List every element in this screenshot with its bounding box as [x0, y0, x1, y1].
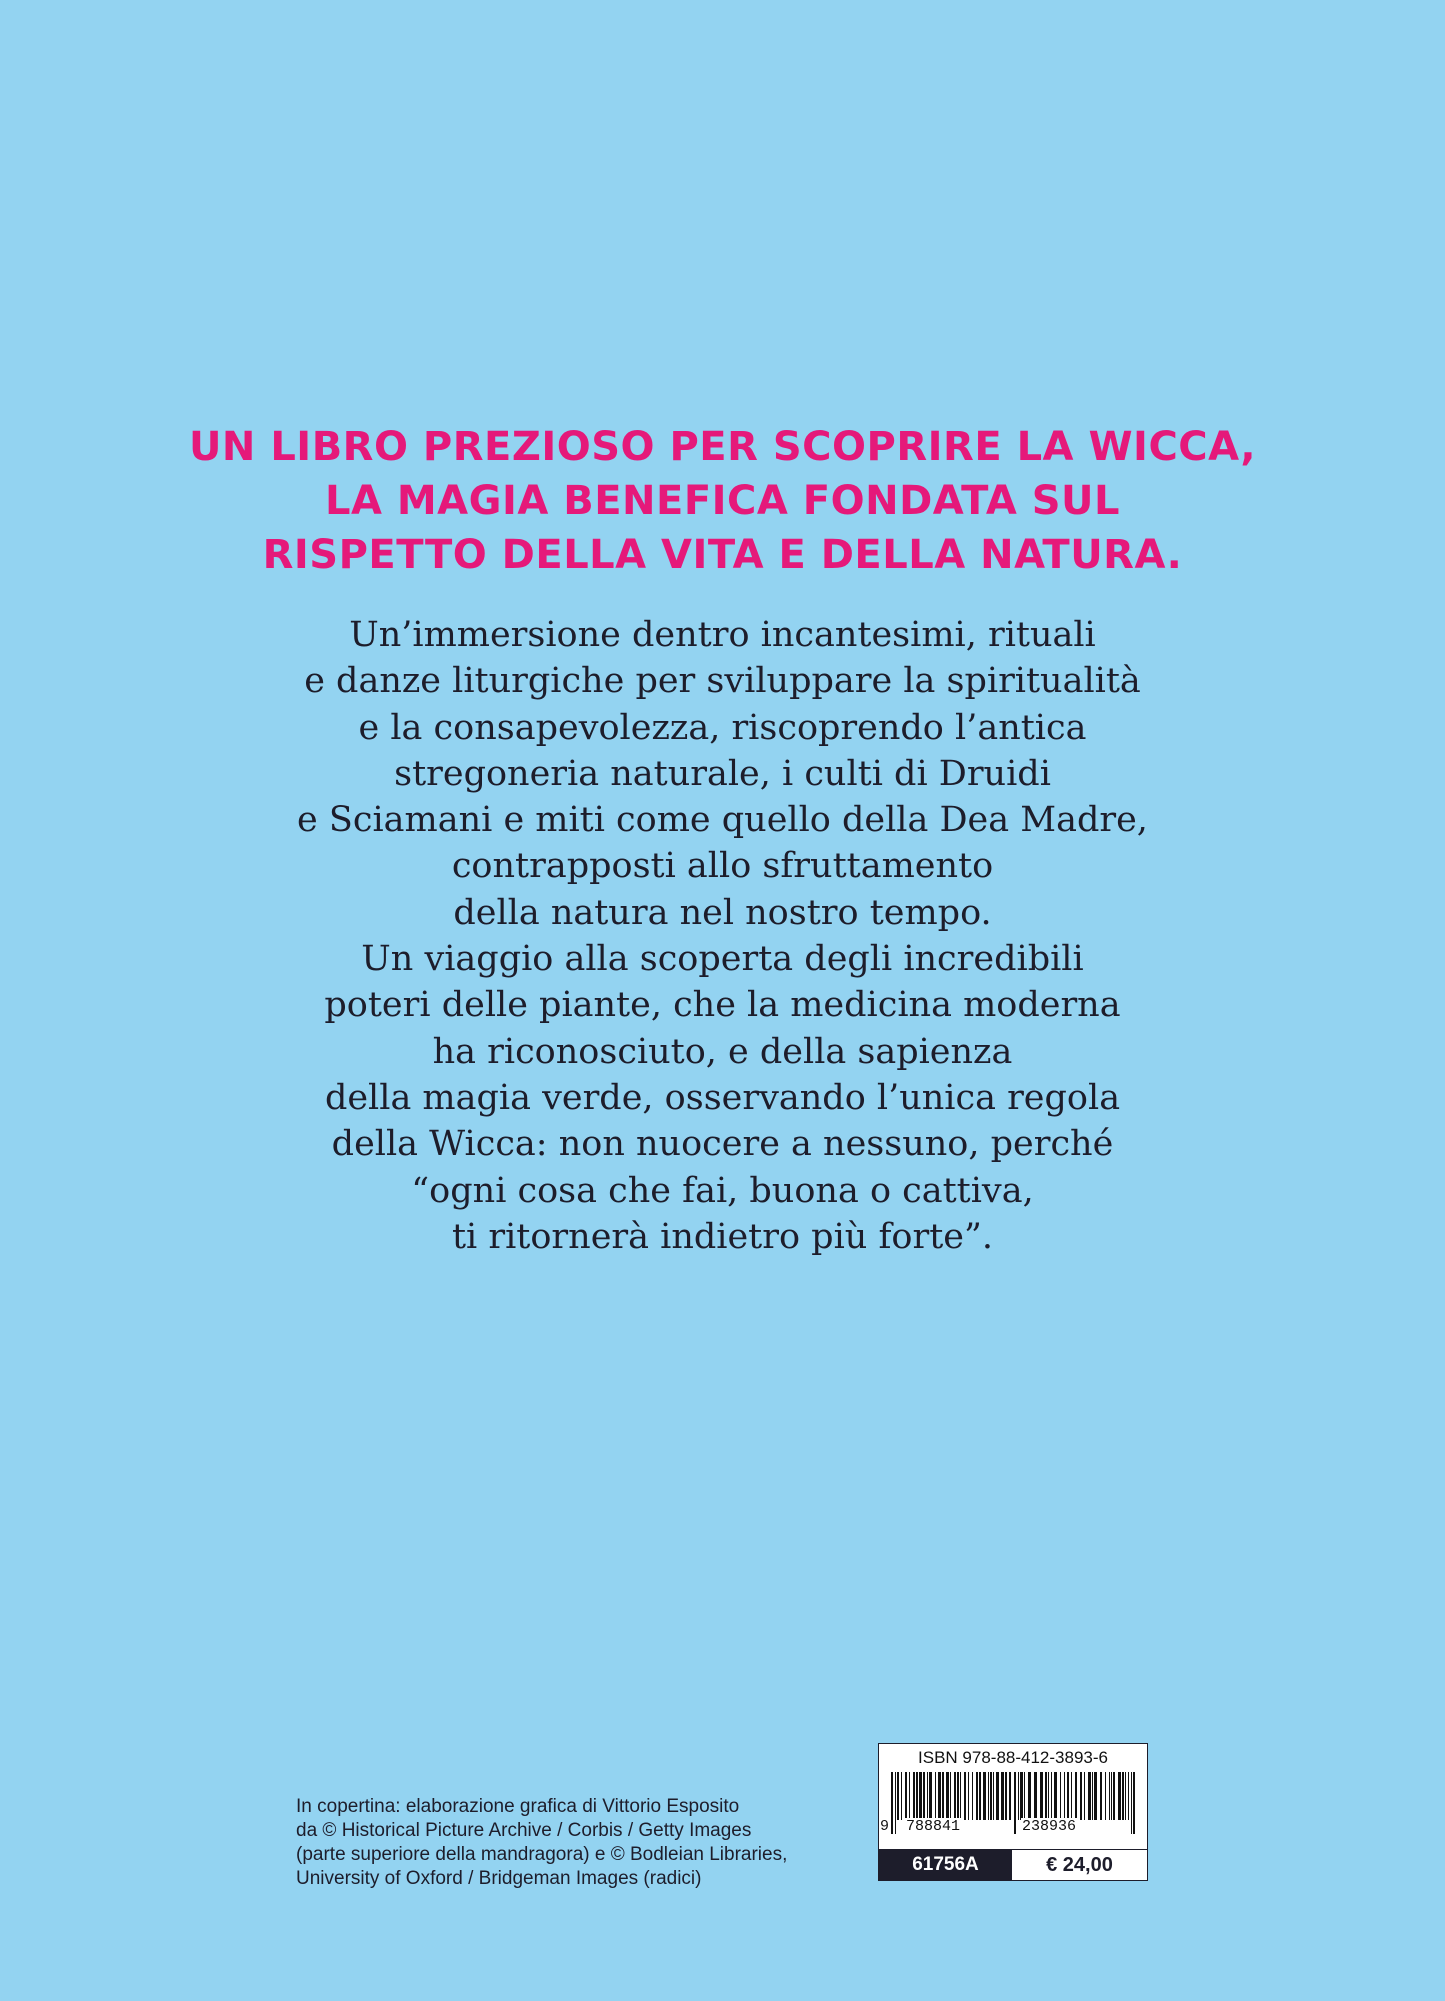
barcode-digits-right: 238936 — [1022, 1818, 1077, 1835]
barcode-box — [878, 1743, 1148, 1881]
credit-line: In copertina: elaborazione grafica di Vittorio Esposito — [296, 1796, 740, 1817]
price: € 24,00 — [1046, 1853, 1113, 1876]
cover-credits — [296, 1795, 787, 1891]
blurb-line: poteri delle piante, che la medicina moderna — [324, 985, 1121, 1026]
blurb-line: ha riconosciuto, e della sapienza — [432, 1031, 1013, 1072]
blurb-line: ti ritornerà indietro più forte”. — [451, 1216, 993, 1257]
tagline-line: RISPETTO DELLA VITA E DELLA NATURA. — [262, 532, 1183, 578]
blurb — [0, 612, 1445, 1260]
credit-line: University of Oxford / Bridgeman Images (radici) — [296, 1868, 702, 1889]
blurb-line: Un’immersione dentro incantesimi, rituali — [349, 615, 1096, 655]
blurb-line: Un viaggio alla scoperta degli incredibili — [361, 939, 1084, 980]
blurb-line: della magia verde, osservando l’unica regola — [324, 1077, 1121, 1118]
tagline-line: UN LIBRO PREZIOSO PER SCOPRIRE LA WICCA, — [188, 424, 1257, 470]
barcode-digits-left: 788841 — [906, 1818, 961, 1835]
tagline — [0, 420, 1445, 582]
barcode-digit-first: 9 — [880, 1818, 890, 1835]
blurb-line: “ogni cosa che fai, buona o cattiva, — [411, 1170, 1034, 1211]
credit-line: (parte superiore della mandragora) e © Bodleian Libraries, — [296, 1844, 788, 1865]
credit-line: da © Historical Picture Archive / Corbis / Getty Images — [296, 1820, 752, 1841]
tagline-line: LA MAGIA BENEFICA FONDATA SUL — [325, 478, 1120, 524]
blurb-line: stregoneria naturale, i culti di Druidi — [394, 753, 1051, 794]
blurb-line: della Wicca: non nuocere a nessuno, perché — [331, 1124, 1114, 1165]
price-row — [879, 1849, 1147, 1880]
blurb-line: e danze liturgiche per sviluppare la spiritualità — [304, 661, 1141, 702]
blurb-line: e la consapevolezza, riscoprendo l’antica — [358, 707, 1087, 748]
blurb-line: della natura nel nostro tempo. — [453, 892, 992, 933]
isbn-label: ISBN 978-88-412-3893-6 — [918, 1748, 1108, 1767]
product-code: 61756A — [879, 1850, 1012, 1880]
barcode-digits — [880, 1818, 1135, 1838]
blurb-line: e Sciamani e miti come quello della Dea Madre, — [297, 800, 1148, 841]
blurb-line: contrapposti allo sfruttamento — [451, 846, 994, 887]
